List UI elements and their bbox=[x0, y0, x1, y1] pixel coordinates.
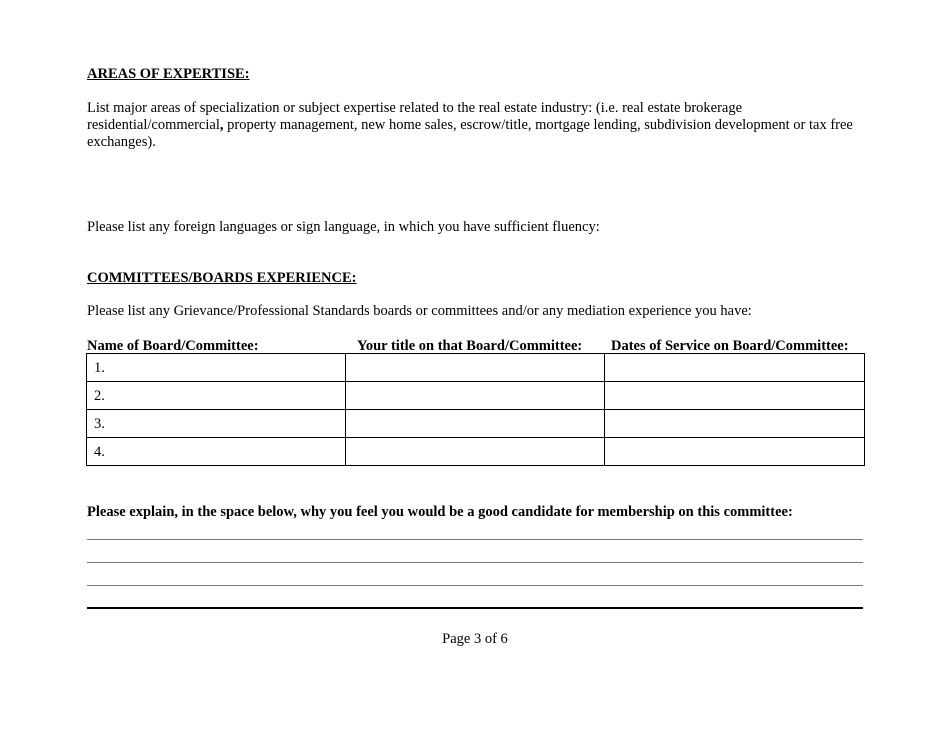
board-title-cell[interactable] bbox=[346, 438, 605, 466]
board-name-cell[interactable]: 3. bbox=[87, 410, 346, 438]
candidate-explanation-prompt: Please explain, in the space below, why you feel you would be a good candidate for membership on this committee: bbox=[87, 504, 793, 520]
column-header-title: Your title on that Board/Committee: bbox=[357, 338, 583, 354]
board-name-cell[interactable]: 4. bbox=[87, 438, 346, 466]
committees-prompt: Please list any Grievance/Professional Standards boards or committees and/or any mediation experience you have: bbox=[87, 303, 752, 319]
board-dates-cell[interactable] bbox=[605, 354, 865, 382]
answer-line-2[interactable] bbox=[87, 562, 863, 563]
board-dates-cell[interactable] bbox=[605, 438, 865, 466]
board-title-cell[interactable] bbox=[346, 354, 605, 382]
answer-line-4[interactable] bbox=[87, 607, 863, 609]
section-heading-committees: COMMITTEES/BOARDS EXPERIENCE: bbox=[87, 270, 357, 286]
board-name-cell[interactable]: 1. bbox=[87, 354, 346, 382]
column-header-name: Name of Board/Committee: bbox=[87, 338, 259, 354]
expertise-line-1: List major areas of specialization or subject expertise related to the real estate industry: (i.e. real estate brokerage bbox=[87, 100, 743, 116]
board-name-cell[interactable]: 2. bbox=[87, 382, 346, 410]
expertise-line-2-comma: , bbox=[219, 117, 224, 133]
expertise-line-2-c: property management, new home sales, escrow/title, mortgage lending, subdivision development or tax free bbox=[223, 117, 853, 133]
section-heading-expertise: AREAS OF EXPERTISE: bbox=[87, 66, 250, 82]
table-row bbox=[87, 410, 865, 438]
answer-line-1[interactable] bbox=[87, 539, 863, 540]
column-header-dates: Dates of Service on Board/Committee: bbox=[611, 338, 849, 354]
expertise-line-3: exchanges). bbox=[87, 134, 156, 150]
table-row bbox=[87, 382, 865, 410]
board-title-cell[interactable] bbox=[346, 410, 605, 438]
languages-prompt: Please list any foreign languages or sign language, in which you have sufficient fluency: bbox=[87, 219, 600, 235]
table-row bbox=[87, 354, 865, 382]
board-dates-cell[interactable] bbox=[605, 382, 865, 410]
page-number: Page 3 of 6 bbox=[442, 631, 508, 647]
expertise-instructions bbox=[87, 100, 867, 151]
board-title-cell[interactable] bbox=[346, 382, 605, 410]
boards-table bbox=[86, 353, 865, 466]
table-row bbox=[87, 438, 865, 466]
expertise-line-2 bbox=[87, 117, 867, 134]
board-dates-cell[interactable] bbox=[605, 410, 865, 438]
answer-line-3[interactable] bbox=[87, 585, 863, 586]
expertise-line-2-a: residential/commercial bbox=[87, 117, 220, 133]
